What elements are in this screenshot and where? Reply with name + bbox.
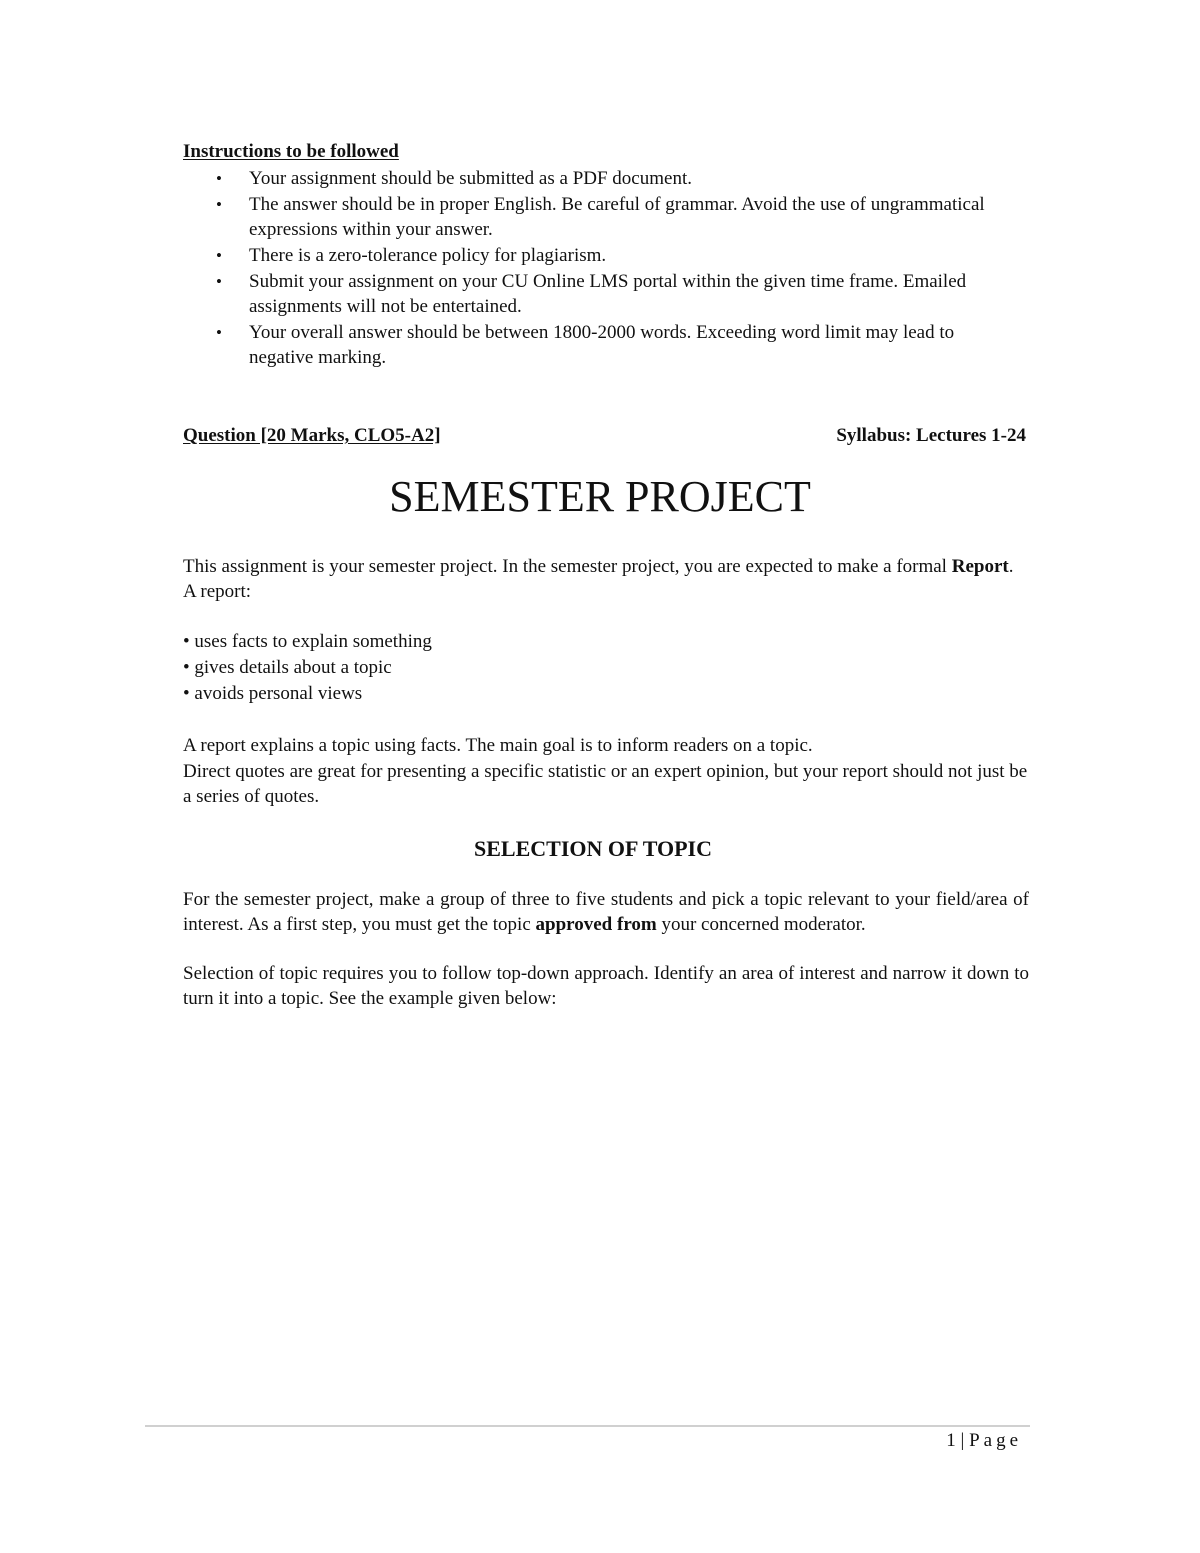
approach-paragraph: Selection of topic requires you to follow top-down approach. Identify an area of interest and narrow it down to turn it into a topic. See the example given below: xyxy=(183,963,1029,1009)
selection-text: For the semester project, make a group of three to five students and pick a topic relevant to your field/area of interest. As a first step, you must get the topic xyxy=(183,889,1029,935)
page-label: Page xyxy=(969,1430,1022,1451)
selection-paragraph xyxy=(183,887,1029,937)
bullet-icon: • xyxy=(216,246,222,265)
instruction-item xyxy=(216,243,1016,268)
page-number-value: 1 xyxy=(946,1430,956,1451)
instruction-item xyxy=(216,269,1016,319)
instruction-item xyxy=(216,320,1016,370)
instruction-text: Your overall answer should be between 1800-2000 words. Exceeding word limit may lead to negative marking. xyxy=(249,322,955,368)
report-point: • gives details about a topic xyxy=(183,657,392,678)
bullet-icon: • xyxy=(216,169,222,188)
instruction-item xyxy=(216,166,1016,191)
instruction-text: Submit your assignment on your CU Online LMS portal within the given time frame. Emailed assignments will not be entertained. xyxy=(249,271,967,317)
instruction-text: There is a zero-tolerance policy for plagiarism. xyxy=(249,245,607,266)
bullet-icon: • xyxy=(216,323,222,342)
selection-text-end: your concerned moderator. xyxy=(656,914,866,935)
instructions-heading: Instructions to be followed xyxy=(183,141,399,162)
report-point: • uses facts to explain something xyxy=(183,631,432,652)
question-row xyxy=(183,425,1026,447)
report-points-list xyxy=(183,629,432,707)
selection-bold-text: approved from xyxy=(535,914,657,935)
bullet-icon: • xyxy=(216,195,222,214)
instructions-list xyxy=(216,166,1016,371)
syllabus-label: Syllabus: Lectures 1-24 xyxy=(836,425,1026,446)
bullet-icon: • xyxy=(216,272,222,291)
explain-paragraph: A report explains a topic using facts. The main goal is to inform readers on a topic. xyxy=(183,735,813,756)
question-label: Question [20 Marks, CLO5-A2] xyxy=(183,425,441,446)
intro-text-end: . A report: xyxy=(183,556,1014,602)
page-number-separator: | xyxy=(955,1430,970,1451)
instruction-text: The answer should be in proper English. Be careful of grammar. Avoid the use of ungrammatical expressions within your answer. xyxy=(249,194,985,240)
page-title: SEMESTER PROJECT xyxy=(389,472,811,521)
instruction-text: Your assignment should be submitted as a PDF document. xyxy=(249,168,692,189)
intro-text: This assignment is your semester project. In the semester project, you are expected to make a formal xyxy=(183,556,952,577)
intro-paragraph xyxy=(183,554,1029,604)
quotes-paragraph: Direct quotes are great for presenting a specific statistic or an expert opinion, but your report should not just be a series of quotes. xyxy=(183,761,1028,807)
report-point: • avoids personal views xyxy=(183,683,363,704)
footer-divider xyxy=(145,1425,1030,1427)
instruction-item xyxy=(216,192,1016,242)
intro-bold-text: Report xyxy=(951,556,1009,577)
section-heading: SELECTION OF TOPIC xyxy=(474,836,712,861)
page-number xyxy=(946,1430,1022,1452)
